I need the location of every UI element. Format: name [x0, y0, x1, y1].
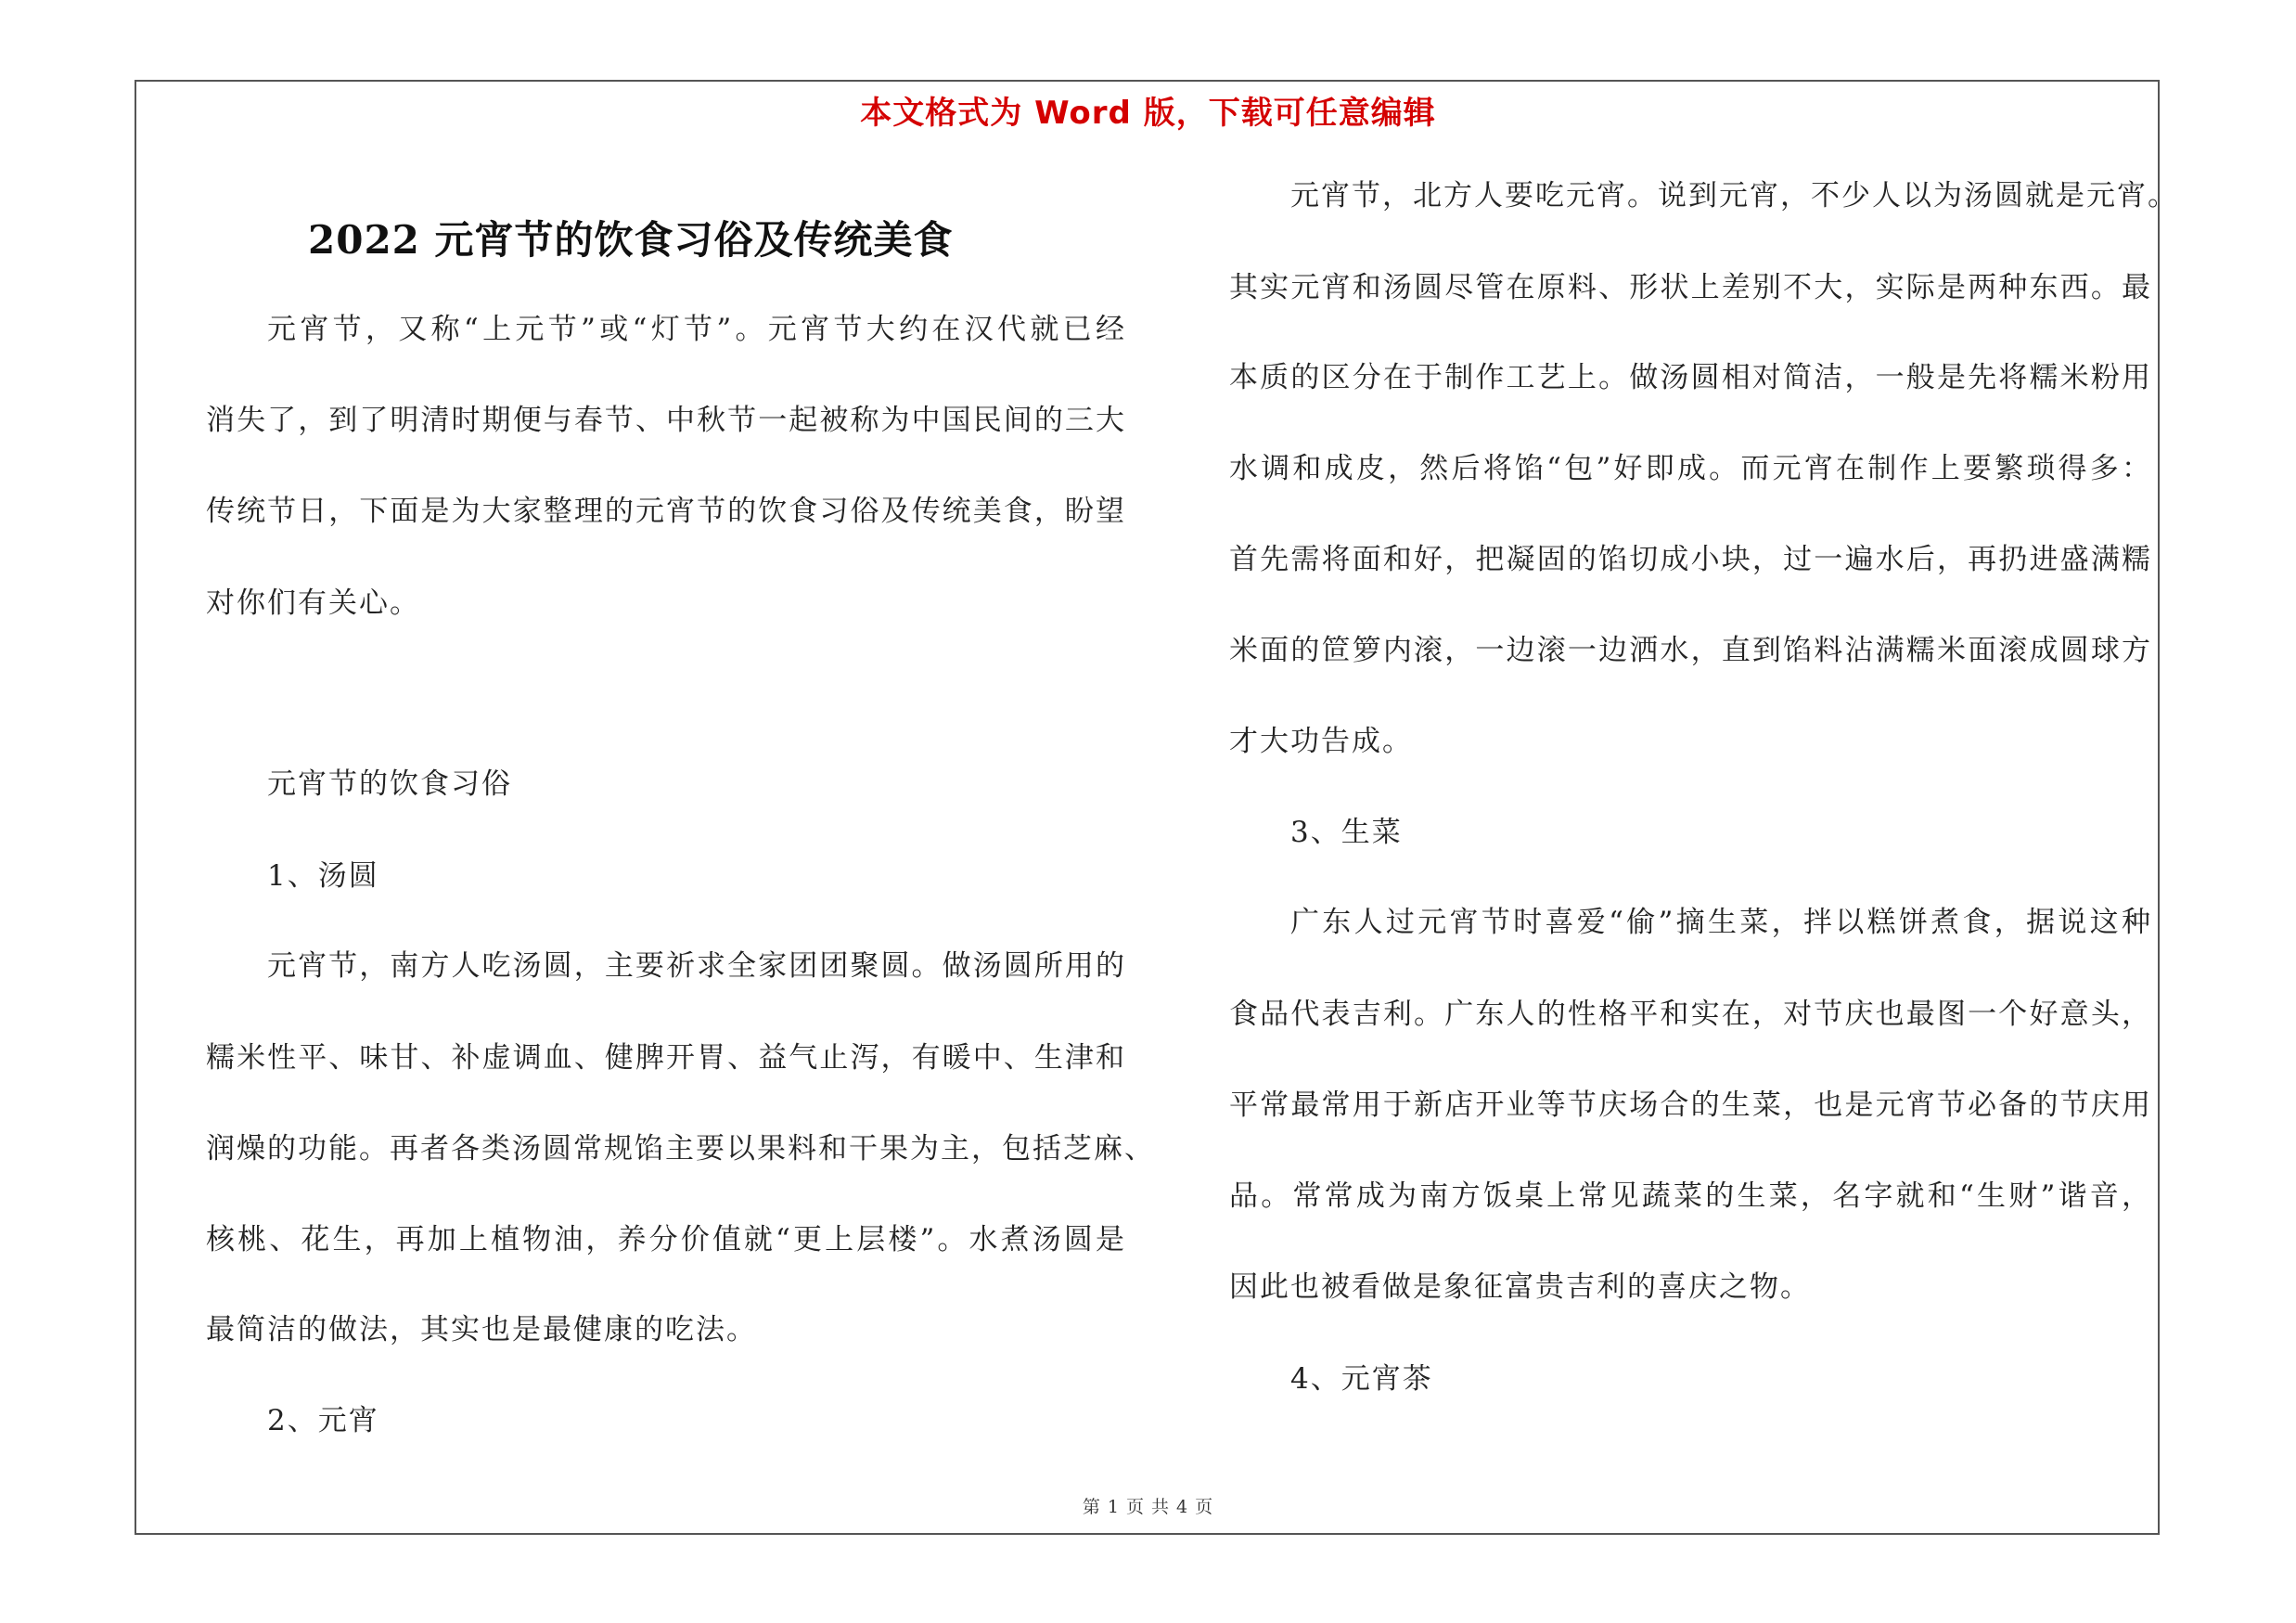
paragraph-line: 水调和成皮，然后将馅“包”好即成。而元宵在制作上要繁琐得多：: [1229, 452, 2152, 485]
page-number-footer: 第 1 页 共 4 页: [1082, 1497, 1214, 1517]
paragraph-line: 元宵节，又称“上元节”或“灯节”。元宵节大约在汉代就已经: [267, 313, 1126, 346]
paragraph-line: 元宵节的饮食习俗: [267, 767, 512, 801]
paragraph-line: 1、汤圆: [267, 859, 379, 893]
paragraph-line: 3、生菜: [1290, 816, 1403, 849]
paragraph-line: 最简洁的做法，其实也是最健康的吃法。: [206, 1313, 757, 1346]
paragraph-line: 4、元宵茶: [1290, 1362, 1433, 1396]
paragraph-line: 平常最常用于新店开业等节庆场合的生菜，也是元宵节必备的节庆用: [1229, 1088, 2152, 1122]
paragraph-line: 元宵节，南方人吃汤圆，主要祈求全家团团聚圆。做汤圆所用的: [267, 949, 1126, 983]
paragraph-line: 广东人过元宵节时喜爱“偷”摘生菜，拌以糕饼煮食，据说这种: [1290, 906, 2152, 939]
document-title: 2022 元宵节的饮食习俗及传统美食: [308, 217, 954, 263]
paragraph-line: 消失了，到了明清时期便与春节、中秋节一起被称为中国民间的三大: [206, 404, 1126, 437]
paragraph-line: 传统节日，下面是为大家整理的元宵节的饮食习俗及传统美食，盼望: [206, 495, 1126, 528]
paragraph-line: 本质的区分在于制作工艺上。做汤圆相对简洁，一般是先将糯米粉用: [1229, 361, 2152, 394]
paragraph-line: 对你们有关心。: [206, 586, 420, 620]
paragraph-line: 米面的笸箩内滚，一边滚一边洒水，直到馅料沾满糯米面滚成圆球方: [1229, 634, 2152, 667]
paragraph-line: 2、元宵: [267, 1404, 379, 1437]
paragraph-line: 食品代表吉利。广东人的性格平和实在，对节庆也最图一个好意头，: [1229, 998, 2152, 1031]
paragraph-line: 品。常常成为南方饭桌上常见蔬菜的生菜，名字就和“生财”谐音，: [1229, 1179, 2152, 1213]
paragraph-line: 元宵节，北方人要吃元宵。说到元宵，不少人以为汤圆就是元宵。: [1290, 179, 2178, 213]
paragraph-line: 润燥的功能。再者各类汤圆常规馅主要以果料和干果为主，包括芝麻、: [206, 1132, 1155, 1166]
paragraph-line: 糯米性平、味甘、补虚调血、健脾开胃、益气止泻，有暖中、生津和: [206, 1041, 1126, 1075]
paragraph-line: 其实元宵和汤圆尽管在原料、形状上差别不大，实际是两种东西。最: [1229, 271, 2152, 304]
paragraph-line: 核桃、花生，再加上植物油，养分价值就“更上层楼”。水煮汤圆是: [206, 1223, 1126, 1256]
paragraph-line: 才大功告成。: [1229, 725, 1413, 758]
format-banner: 本文格式为 Word 版，下载可任意编辑: [860, 95, 1436, 132]
paragraph-line: 首先需将面和好，把凝固的馅切成小块，过一遍水后，再扔进盛满糯: [1229, 543, 2152, 576]
paragraph-line: 因此也被看做是象征富贵吉利的喜庆之物。: [1229, 1270, 1811, 1304]
